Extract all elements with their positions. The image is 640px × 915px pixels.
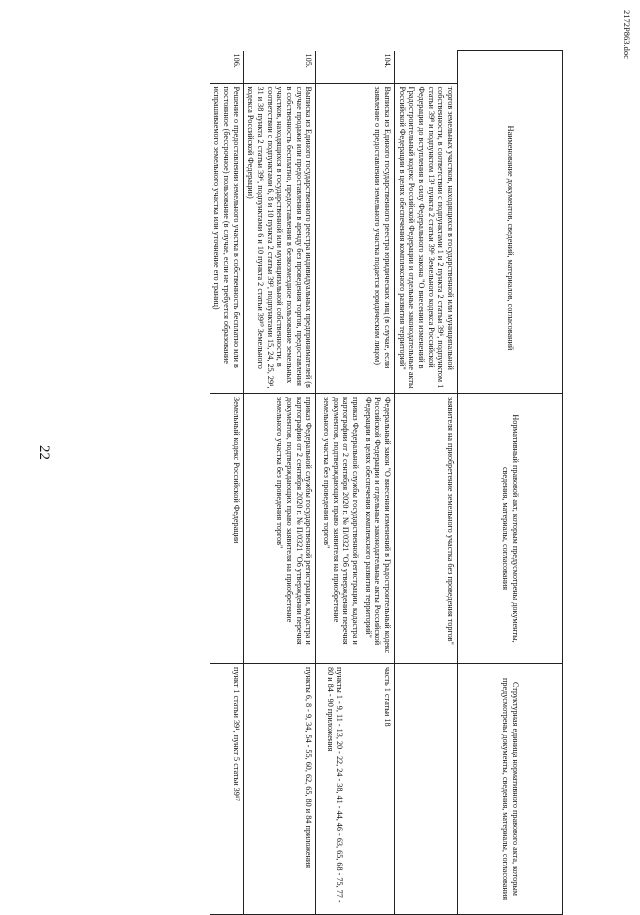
table-row bbox=[394, 51, 457, 915]
structural-unit-text: пункт 1 статьи 39¹, пункт 5 статьи 39¹⁷ bbox=[231, 667, 241, 802]
header-document-name: Наименование документов, сведений, материалов, согласований bbox=[458, 83, 563, 394]
row-number: 106. bbox=[231, 53, 241, 68]
legal-act-text: Земельный кодекс Российской Федерации bbox=[231, 397, 241, 544]
legal-act-text: приказ Федеральной службы государственной регистрации, кадастра и картографии от 2 сентября 2020 г. № П/0321 "Об утверждении перечня документов, подтверждающих право заявителя на приобретение земельного участка без проведения торгов" bbox=[275, 397, 314, 645]
header-num bbox=[458, 51, 563, 84]
table-row bbox=[316, 51, 395, 915]
row-legal-act bbox=[243, 394, 316, 664]
document-footer: 2172Р863.doc bbox=[622, 10, 632, 59]
row-structural-unit bbox=[210, 664, 244, 915]
row-legal-act bbox=[316, 394, 395, 664]
header-legal-act: Нормативный правовой акт, которым предусмотрены документы, сведения, материалы, согласования bbox=[458, 394, 563, 664]
row-structural-unit bbox=[316, 664, 395, 915]
row-document-name: Выписка из Единого государственного реестра индивидуальных предпринимателей (в случае продажи или предоставления в аренду без проведения торгов, предоставления в собственность бесплатно, предоставления в безвозмездное пользование земельных участков, находящихся в государственной или муниципальной собственности, в соответствии с подпунктами 6, 8 и 10 пункта 2 статьи 39³, подпунктами 15, 24, 25, 29¹, 31 и 38 пункта 2 статьи 39⁶, подпунктами 6 и 10 пункта 2 статьи 39¹⁰ Земельного кодекса Российской Федерации) bbox=[243, 83, 316, 394]
table-row bbox=[243, 51, 316, 915]
row-legal-act bbox=[394, 394, 457, 664]
structural-unit-text: часть 1 статьи 18 bbox=[382, 667, 392, 727]
row-number: 105. bbox=[304, 53, 314, 68]
table-header-row bbox=[458, 51, 563, 915]
legal-act-text: приказ Федеральной службы государственной регистрации, кадастра и картографии от 2 сентября 2020 г. № П/0321 "Об утверждении перечня документов, подтверждающих право заявителя на приобретение земельного участка без проведения торгов" bbox=[321, 397, 360, 645]
row-document-name: торгов земельных участков, находящихся в государственной или муниципальной собственности, в соответствии с подпунктами 1 и 2 пункта 2 статьи 39⁶, подпунктом 1 статьи 39⁸ и подпунктом 13¹ пункта 2 статьи 39⁶ Земельного кодекса Российской Федерации до вступления в силу Федерального закона "О внесении изменений в Градостроительный кодекс Российской Федерации и отдельные законодательные акты Российской Федерации в целях обеспечения комплексного развития территорий" bbox=[394, 83, 457, 394]
documents-table bbox=[210, 50, 563, 915]
table-row bbox=[210, 51, 244, 915]
structural-unit-text: пункты 1 - 9, 11 - 13, 20 - 22, 24 - 38, 41 - 44, 46 - 63, 65, 68 - 75, 77 - 80 и 84 - 90 приложения bbox=[325, 667, 345, 903]
legal-act-text: заявителя на приобретение земельного участка без проведения торгов" bbox=[446, 397, 455, 645]
row-number bbox=[394, 51, 457, 84]
row-structural-unit bbox=[243, 664, 316, 915]
row-structural-unit bbox=[394, 664, 457, 915]
structural-unit-text: пункты 6, 8 - 9, 34, 54 - 55, 60, 62, 65, 80 и 84 приложения bbox=[304, 667, 314, 868]
page-number: 22 bbox=[36, 445, 52, 460]
row-document-name: Решение о предоставлении земельного участка в собственность бесплатно или в постоянное (бессрочное) пользование (в случае, если не требуется образование испрашиваемого земельного участка или уточнение его границ) bbox=[210, 83, 244, 394]
header-structural-unit: Структурная единица нормативного правового акта, которым предусмотрены документы, сведения, материалы, согласования bbox=[458, 664, 563, 915]
row-document-name: Выписка из Единого государственного реестра юридических лиц (в случае, если заявление о предоставлении земельного участка подается юридическим лицом) bbox=[316, 83, 395, 394]
row-legal-act bbox=[210, 394, 244, 664]
row-number: 104. bbox=[382, 53, 392, 68]
legal-act-text: Федеральный закон "О внесении изменений в Градостроительный кодекс Российской Федерации и отдельные законодательные акты Российской Федерации в целях обеспечения комплексного развития территорий" bbox=[363, 397, 392, 654]
